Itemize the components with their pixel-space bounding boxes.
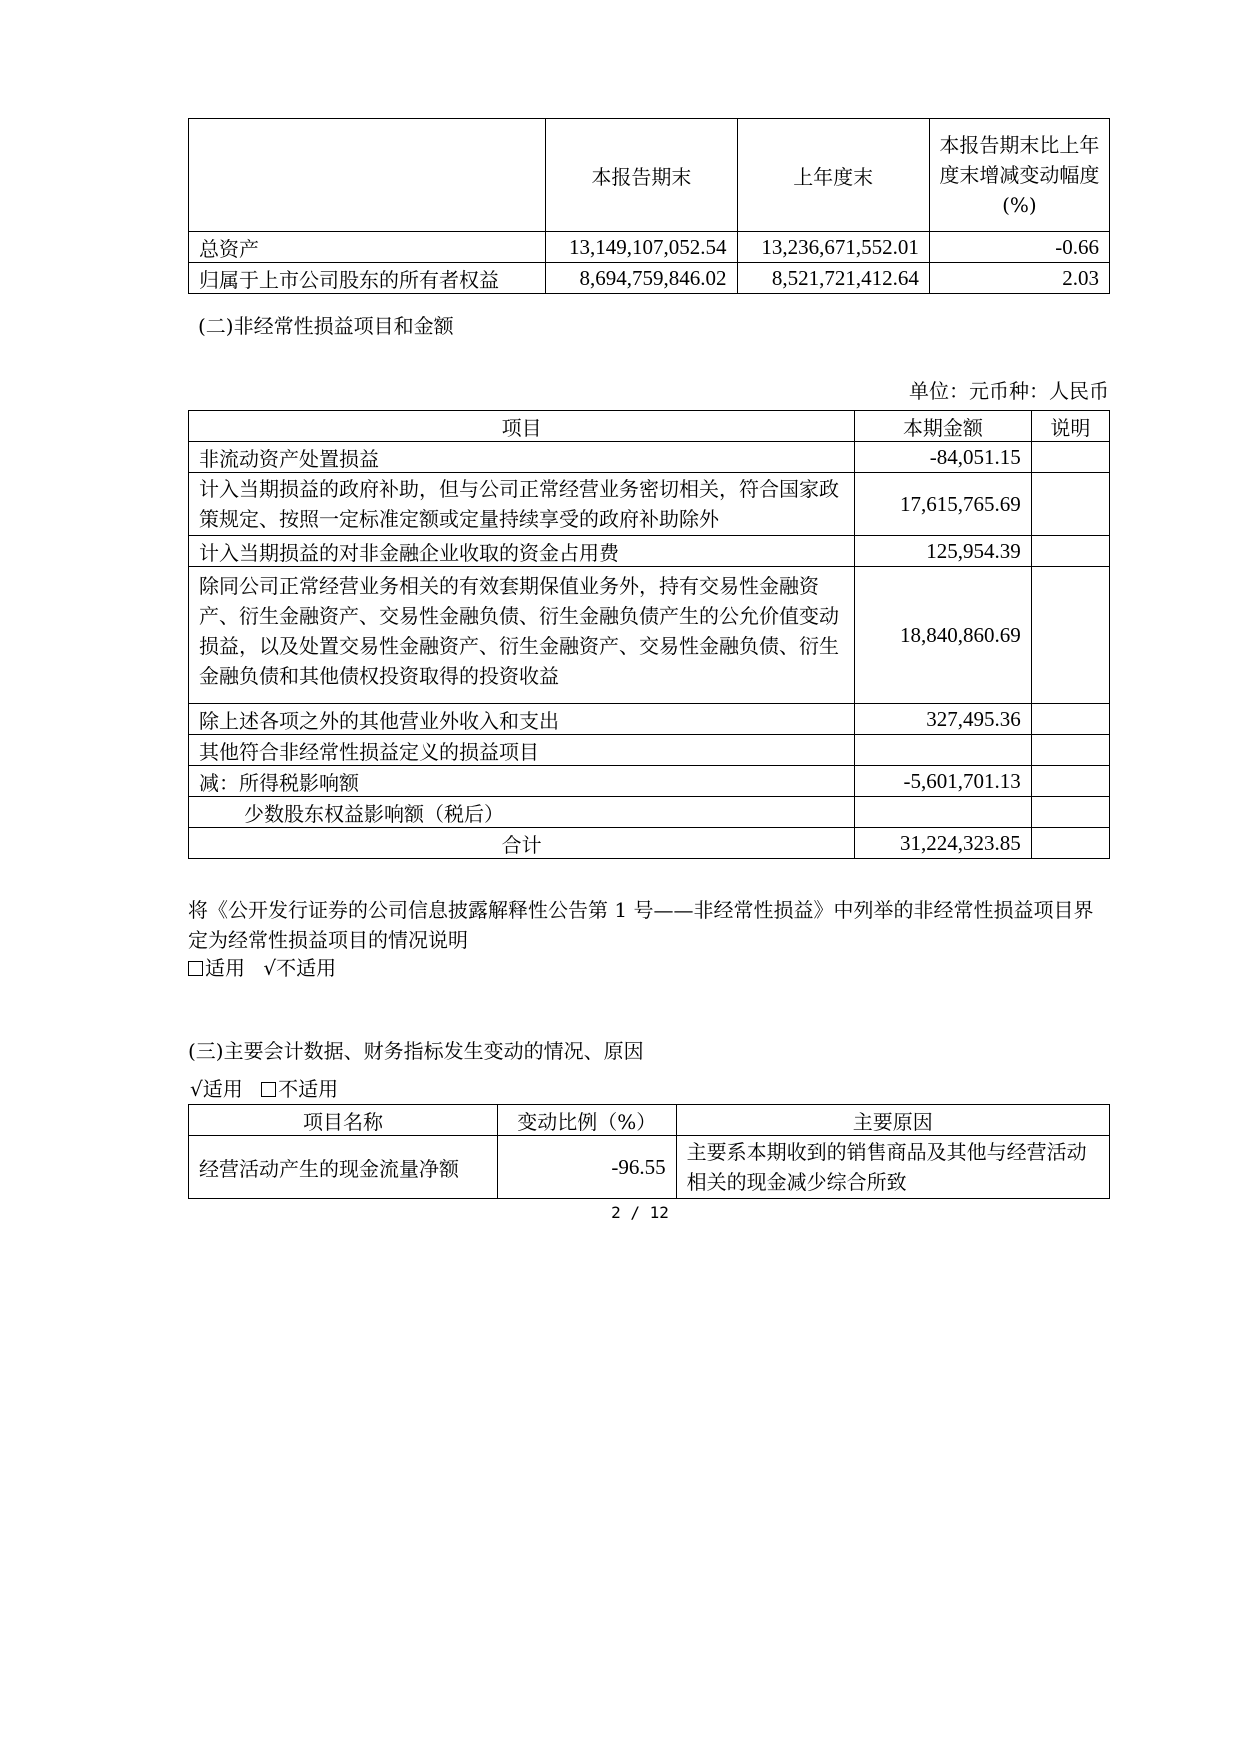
section-title: (二)非经常性损益项目和金额 (198, 314, 454, 338)
unit-label: 单位：元币种：人民币 (909, 379, 1109, 403)
table-row (189, 704, 1110, 735)
not-applicable-label: √不适用 (263, 956, 337, 980)
row-label: 总资产 (189, 232, 546, 263)
row-label: 少数股东权益影响额（税后） (189, 797, 855, 828)
table-row (189, 797, 1110, 828)
table-row (189, 1136, 1110, 1199)
header-cell-item-name: 项目名称 (189, 1105, 498, 1136)
row-label: 除上述各项之外的其他营业外收入和支出 (189, 704, 855, 735)
applicable-label: √适用 (190, 1077, 243, 1101)
cell-note (1031, 536, 1109, 567)
total-value: 31,224,323.85 (855, 828, 1032, 859)
cell-note (1031, 828, 1109, 859)
row-label: 归属于上市公司股东的所有者权益 (189, 263, 546, 294)
table-row (189, 473, 1110, 536)
applicable-label: 适用 (205, 956, 245, 980)
table-total-row (189, 828, 1110, 859)
cell-value: 327,495.36 (855, 704, 1032, 735)
cell-value: 17,615,765.69 (855, 473, 1032, 536)
header-cell-empty (189, 119, 546, 232)
checkbox-unchecked-icon (188, 961, 203, 976)
table-header-row (189, 1105, 1110, 1136)
applicability-line-2 (188, 953, 336, 983)
non-recurring-items-table (188, 410, 1110, 859)
table-row (189, 263, 1110, 294)
cell-note (1031, 473, 1109, 536)
cell-value (855, 797, 1032, 828)
row-label: 非流动资产处置损益 (189, 442, 855, 473)
cell-value: 2.03 (929, 263, 1109, 294)
row-label: 减：所得税影响额 (189, 766, 855, 797)
cell-value: 13,236,671,552.01 (737, 232, 929, 263)
not-applicable-label: 不适用 (278, 1077, 339, 1101)
table-row (189, 735, 1110, 766)
balance-summary-table (188, 118, 1110, 294)
cell-note (1031, 797, 1109, 828)
total-label: 合计 (189, 828, 855, 859)
row-label: 计入当期损益的政府补助，但与公司正常经营业务密切相关，符合国家政策规定、按照一定标准定额或定量持续享受的政府补助除外 (189, 473, 855, 536)
cell-note (1031, 704, 1109, 735)
row-label: 经营活动产生的现金流量净额 (189, 1136, 498, 1199)
checkbox-unchecked-icon (261, 1082, 276, 1097)
cell-note (1031, 766, 1109, 797)
row-label: 其他符合非经常性损益定义的损益项目 (189, 735, 855, 766)
cell-note (1031, 567, 1109, 704)
header-cell-last-year: 上年度末 (737, 119, 929, 232)
table-row (189, 567, 1110, 704)
cell-value: -5,601,701.13 (855, 766, 1032, 797)
section-title: (三)主要会计数据、财务指标发生变动的情况、原因 (188, 1039, 644, 1063)
cell-value: 13,149,107,052.54 (546, 232, 737, 263)
row-label: 除同公司正常经营业务相关的有效套期保值业务外，持有交易性金融资产、衍生金融资产、交易性金融负债、衍生金融负债产生的公允价值变动损益，以及处置交易性金融资产、衍生金融资产、交易性金融负债、衍生金融负债和其他债权投资取得的投资收益 (189, 567, 855, 704)
applicability-line-3 (190, 1074, 338, 1104)
table-header-row (189, 119, 1110, 232)
cell-value: -84,051.15 (855, 442, 1032, 473)
cell-value: 125,954.39 (855, 536, 1032, 567)
page-number: 2 / 12 (611, 1203, 669, 1222)
cell-value: -96.55 (498, 1136, 677, 1199)
cell-value: -0.66 (929, 232, 1109, 263)
cell-reason: 主要系本期收到的销售商品及其他与经营活动相关的现金减少综合所致 (676, 1136, 1109, 1199)
header-cell-item: 项目 (189, 411, 855, 442)
cell-value (855, 735, 1032, 766)
table-row (189, 442, 1110, 473)
cell-note (1031, 442, 1109, 473)
cell-value: 8,694,759,846.02 (546, 263, 737, 294)
header-cell-change: 本报告期末比上年度末增减变动幅度(%) (929, 119, 1109, 232)
cell-value: 8,521,721,412.64 (737, 263, 929, 294)
cell-value: 18,840,860.69 (855, 567, 1032, 704)
table-row (189, 232, 1110, 263)
row-label: 计入当期损益的对非金融企业收取的资金占用费 (189, 536, 855, 567)
change-reasons-table (188, 1104, 1110, 1199)
table-header-row (189, 411, 1110, 442)
header-cell-note: 说明 (1031, 411, 1109, 442)
table-row (189, 536, 1110, 567)
cell-note (1031, 735, 1109, 766)
header-cell-amount: 本期金额 (855, 411, 1032, 442)
header-cell-change-ratio: 变动比例（%） (498, 1105, 677, 1136)
table-row (189, 766, 1110, 797)
header-cell-current: 本报告期末 (546, 119, 737, 232)
header-cell-reason: 主要原因 (676, 1105, 1109, 1136)
reclassification-note: 将《公开发行证券的公司信息披露解释性公告第 1 号——非经常性损益》中列举的非经常性损益项目界定为经常性损益项目的情况说明 (188, 898, 1094, 952)
